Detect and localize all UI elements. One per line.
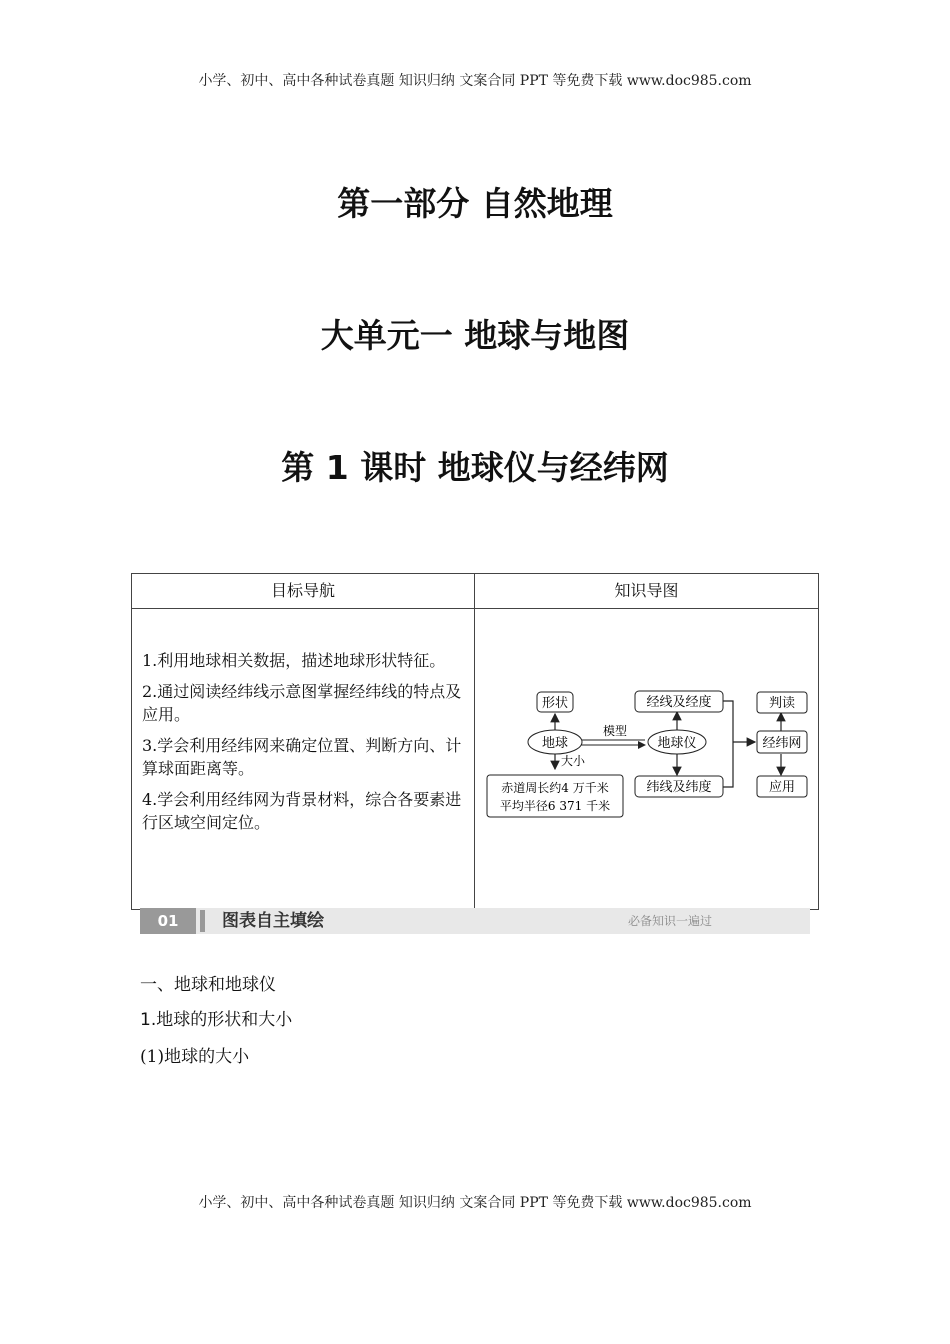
goals-cell bbox=[132, 609, 475, 910]
node-parallel-label: 纬线及纬度 bbox=[646, 780, 712, 795]
model-label: 模型 bbox=[602, 724, 628, 738]
node-globe-label: 地球仪 bbox=[657, 736, 697, 751]
size-label: 大小 bbox=[561, 754, 586, 768]
footer-note: 小学、初中、高中各种试卷真题 知识归纳 文案合同 PPT 等免费下载 www.doc985.com bbox=[198, 1195, 752, 1211]
node-apply-label: 应用 bbox=[768, 780, 796, 795]
section-heading: 一、地球和地球仪 bbox=[140, 975, 276, 995]
goal-map-table bbox=[131, 573, 819, 910]
node-grid-label: 经纬网 bbox=[762, 736, 802, 751]
node-shape-label: 形状 bbox=[541, 696, 569, 711]
goals-header: 目标导航 bbox=[132, 574, 475, 609]
goal-item: 4.学会利用经纬网为背景材料，综合各要素进行区域空间定位。 bbox=[142, 790, 462, 832]
section-banner bbox=[140, 908, 810, 934]
banner-number: 01 bbox=[140, 908, 196, 934]
banner-divider bbox=[200, 910, 205, 932]
goal-item: 1.利用地球相关数据，描述地球形状特征。 bbox=[142, 651, 446, 670]
mindmap-header: 知识导图 bbox=[475, 574, 819, 609]
part-title: 第一部分 自然地理 bbox=[337, 184, 613, 223]
node-earth-label: 地球 bbox=[541, 736, 569, 751]
mindmap-cell bbox=[475, 609, 819, 910]
goal-item: 3.学会利用经纬网来确定位置、判断方向、计算球面距离等。 bbox=[142, 736, 462, 778]
banner-subtitle: 必备知识一遍过 bbox=[627, 914, 712, 928]
item-heading: (1)地球的大小 bbox=[140, 1047, 250, 1067]
header-note: 小学、初中、高中各种试卷真题 知识归纳 文案合同 PPT 等免费下载 www.doc985.com bbox=[198, 73, 752, 89]
goal-item: 2.通过阅读经纬线示意图掌握经纬线的特点及应用。 bbox=[142, 682, 462, 724]
lesson-title: 第 1 课时 地球仪与经纬网 bbox=[281, 448, 669, 487]
subsection-heading: 1.地球的形状和大小 bbox=[140, 1010, 293, 1030]
unit-title: 大单元一 地球与地图 bbox=[320, 316, 630, 355]
earth-data-line1: 赤道周长约4 万千米 bbox=[501, 781, 609, 795]
earth-data-line2: 平均半径6 371 千米 bbox=[499, 799, 611, 813]
goal-list bbox=[142, 649, 466, 834]
mindmap-diagram bbox=[475, 609, 818, 905]
node-meridian-label: 经线及经度 bbox=[646, 695, 712, 710]
banner-title: 图表自主填绘 bbox=[222, 911, 324, 931]
node-read-label: 判读 bbox=[768, 696, 796, 711]
